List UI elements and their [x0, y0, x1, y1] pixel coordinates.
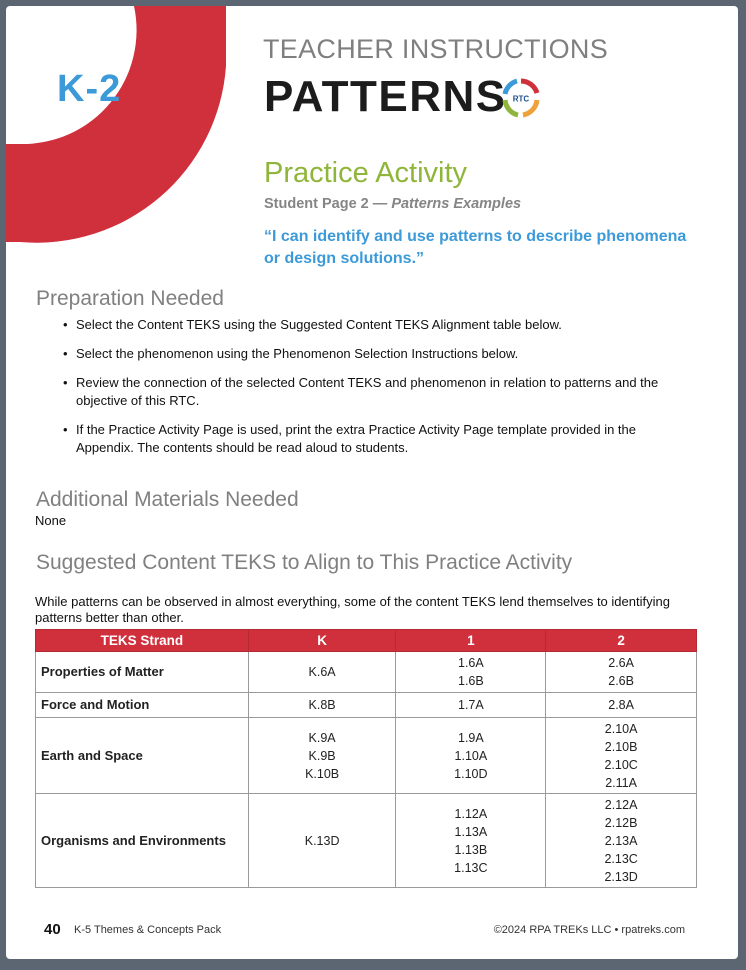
table-header-row [36, 630, 697, 652]
strand-cell: Organisms and Environments [36, 794, 249, 888]
grade1-cell [396, 794, 546, 888]
teks-code: K.9A [308, 730, 336, 745]
materials-value: None [35, 513, 67, 528]
teks-code: 1.9A [458, 730, 484, 745]
teks-code: 1.13C [454, 860, 488, 875]
materials-heading: Additional Materials Needed [36, 488, 299, 511]
teks-code: 1.13B [454, 842, 488, 857]
teks-code: 1.10A [454, 748, 488, 763]
teks-code: K.6A [308, 665, 336, 679]
table-row [36, 652, 697, 693]
footer-copyright: ©2024 RPA TREKs LLC • rpatreks.com [493, 924, 685, 936]
teks-code: 2.10C [604, 757, 638, 772]
teks-code: 2.12A [604, 797, 638, 812]
teks-code: 2.13A [604, 833, 638, 848]
list-item: • Review the connection of the selected Content TEKS and phenomenon in relation to patterns and the objective of this RTC. [63, 374, 688, 410]
subtitle-topic: Patterns Examples [391, 196, 522, 212]
strand-cell: Force and Motion [36, 693, 249, 718]
teks-table [35, 629, 697, 888]
k-cell [248, 718, 396, 794]
teks-code: 2.13D [604, 869, 638, 884]
activity-subtitle [264, 196, 521, 212]
teks-code: 2.11A [605, 775, 637, 790]
teks-code: 1.6A [458, 656, 484, 670]
preparation-heading: Preparation Needed [36, 287, 224, 310]
column-header: K [248, 630, 396, 652]
teks-intro: While patterns can be observed in almost everything, some of the content TEKS lend themselves to identifying patterns better than other. [35, 594, 670, 625]
teks-code: 2.10A [604, 721, 638, 736]
teks-code: K.9B [308, 748, 336, 763]
list-item: • If the Practice Activity Page is used, print the extra Practice Activity Page template provided in the Appendix. The contents should be read aloud to students. [63, 421, 688, 457]
k-cell [248, 652, 396, 693]
grade2-cell [546, 693, 697, 718]
page [6, 6, 738, 959]
teks-code: 2.12B [604, 815, 638, 830]
teks-code: 2.6A [608, 656, 634, 670]
strand-cell: Properties of Matter [36, 652, 249, 693]
column-header: TEKS Strand [36, 630, 249, 652]
k-cell [248, 794, 396, 888]
rtc-label: RTC [512, 94, 530, 104]
list-item: • Select the phenomenon using the Phenomenon Selection Instructions below. [63, 345, 688, 363]
table-row [36, 794, 697, 888]
teks-code: 1.6B [458, 674, 484, 688]
grade1-cell [396, 693, 546, 718]
teks-code: 2.8A [608, 698, 634, 712]
table-row [36, 693, 697, 718]
red-arc-graphic [6, 6, 226, 266]
grade1-cell [396, 652, 546, 693]
teks-code: K.10B [305, 766, 340, 781]
teks-code: 1.13A [454, 824, 488, 839]
teks-code: 1.7A [458, 698, 484, 712]
grade2-cell [546, 718, 697, 794]
header-kicker: TEACHER INSTRUCTIONS [263, 34, 609, 64]
teks-code: 2.13C [604, 851, 638, 866]
table-row [36, 718, 697, 794]
list-item: • Select the Content TEKS using the Suggested Content TEKS Alignment table below. [63, 316, 688, 334]
teks-code: 1.10D [454, 766, 488, 781]
subtitle-text: Student Page 2 — [264, 196, 392, 212]
page-title: PATTERNS [264, 72, 507, 121]
page-number: 40 [44, 921, 61, 938]
grade2-cell [546, 794, 697, 888]
teks-code: 2.6B [608, 674, 634, 688]
grade-level: K-2 [57, 68, 122, 110]
rtc-cycle-icon [501, 78, 541, 118]
objective-quote: “I can identify and use patterns to describe phenomena or design solutions.” [264, 228, 687, 267]
k-cell [248, 693, 396, 718]
teks-code: 2.10B [604, 739, 638, 754]
preparation-list [63, 316, 688, 468]
teks-code: K.13D [304, 833, 340, 848]
grade2-cell [546, 652, 697, 693]
grade1-cell [396, 718, 546, 794]
footer-pack-name: K-5 Themes & Concepts Pack [74, 924, 222, 936]
teks-heading: Suggested Content TEKS to Align to This Practice Activity [36, 551, 573, 574]
teks-code: 1.12A [454, 806, 488, 821]
column-header: 1 [396, 630, 546, 652]
teks-code: K.8B [308, 698, 336, 712]
column-header: 2 [546, 630, 697, 652]
strand-cell: Earth and Space [36, 718, 249, 794]
activity-title: Practice Activity [264, 157, 468, 189]
